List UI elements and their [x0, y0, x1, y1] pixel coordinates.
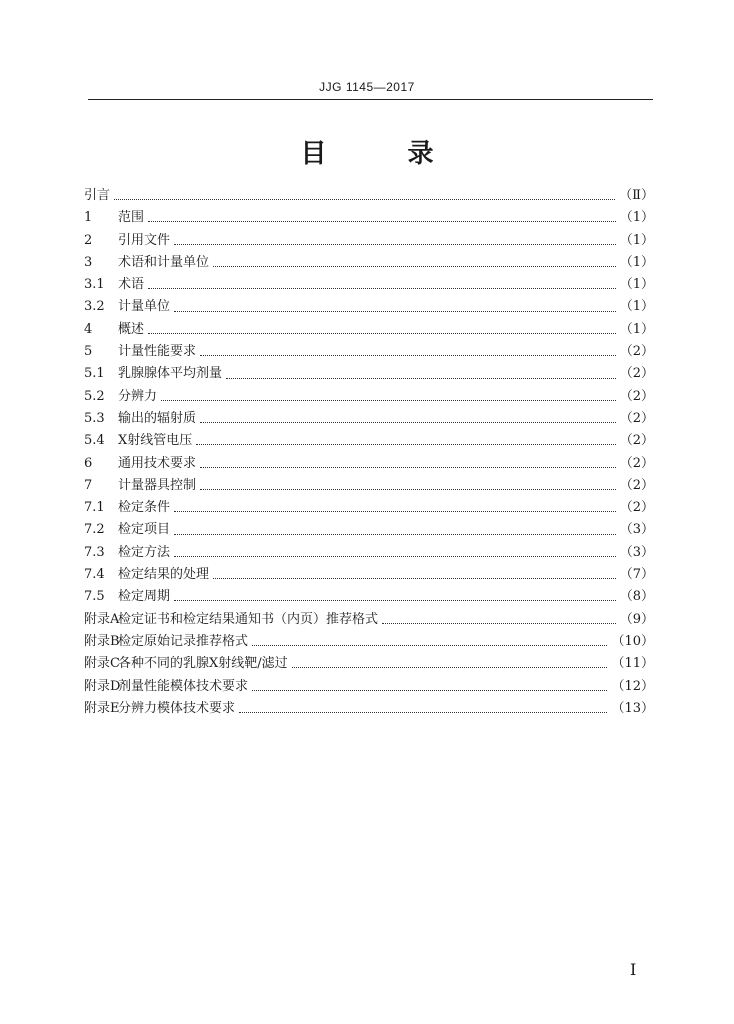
toc-entry[interactable] [84, 453, 654, 475]
toc-entry-page: （2） [619, 477, 654, 493]
toc-entry-label: 通用技术要求 [118, 455, 197, 471]
toc-entry-page: （12） [611, 678, 654, 694]
toc-leader-dots [252, 689, 607, 691]
toc-leader-dots [174, 599, 616, 601]
toc-entry-page: （11） [611, 656, 654, 672]
toc-entry-label: 检定结果的处理 [118, 567, 210, 583]
toc-entry-number: 5.3 [84, 410, 105, 426]
toc-entry[interactable] [84, 319, 654, 341]
toc-entry-number: 5.1 [84, 366, 105, 382]
toc-entry[interactable] [84, 542, 654, 564]
toc-entry-label: 检定原始记录推荐格式 [118, 633, 249, 649]
toc-entry-label: 范围 [118, 210, 145, 226]
toc-entry-page: （1） [619, 321, 654, 337]
toc-entry-page: （3） [619, 544, 654, 560]
page-title: 目 录 [300, 139, 470, 169]
toc-entry[interactable] [84, 185, 654, 207]
toc-entry-label: 各种不同的乳腺X射线靶/滤过 [118, 656, 288, 672]
toc-entry[interactable] [84, 609, 654, 631]
toc-leader-dots [161, 399, 616, 401]
toc-leader-dots [226, 377, 616, 379]
toc-entry-label: 概述 [118, 321, 145, 337]
toc-entry-number: 附录D [84, 678, 121, 694]
toc-entry-label: 术语和计量单位 [118, 254, 210, 270]
toc-entry-label: 检定条件 [118, 500, 171, 516]
toc-entry[interactable] [84, 497, 654, 519]
toc-entry-label: 检定方法 [118, 544, 171, 560]
toc-leader-dots [200, 421, 616, 423]
toc-entry-page: （8） [619, 589, 654, 605]
toc-entry-number: 5.4 [84, 433, 105, 449]
toc-entry-page: （7） [619, 567, 654, 583]
toc-entry-number: 6 [84, 455, 93, 471]
toc-leader-dots [174, 533, 616, 535]
toc-entry-label: 乳腺腺体平均剂量 [118, 366, 223, 382]
toc-entry-number: 7 [84, 477, 93, 493]
toc-entry[interactable] [84, 296, 654, 318]
toc-entry[interactable] [84, 586, 654, 608]
toc-leader-dots [174, 310, 616, 312]
toc-leader-dots [382, 622, 616, 624]
toc-leader-dots [213, 577, 616, 579]
toc-entry-number: 7.4 [84, 567, 105, 583]
toc-leader-dots [200, 466, 616, 468]
toc-entry[interactable] [84, 653, 654, 675]
toc-leader-dots [196, 443, 615, 445]
toc-entry-number: 5 [84, 344, 93, 360]
toc-entry-number: 附录B [84, 633, 120, 649]
toc-leader-dots [148, 220, 616, 222]
toc-leader-dots [174, 243, 616, 245]
toc-entry[interactable] [84, 564, 654, 586]
toc-entry-label: 引言 [84, 188, 111, 203]
toc-entry-number: 7.3 [84, 544, 105, 560]
toc-entry-label: 剂量性能模体技术要求 [118, 678, 249, 694]
toc-entry-page: （2） [619, 500, 654, 516]
toc-entry-number: 5.2 [84, 388, 105, 404]
toc-leader-dots [114, 198, 615, 200]
toc-entry-page: （2） [619, 388, 654, 404]
toc-entry-label: 输出的辐射质 [118, 410, 197, 426]
toc-entry[interactable] [84, 475, 654, 497]
toc-entry-page: （2） [619, 455, 654, 471]
toc-entry-label: 分辨力模体技术要求 [118, 700, 236, 716]
toc-entry-number: 附录E [84, 700, 120, 716]
toc-entry-number: 1 [84, 210, 93, 226]
toc-entry-label: 术语 [118, 277, 145, 293]
toc-entry-number: 附录A [84, 611, 120, 627]
toc-entry-label: X射线管电压 [118, 433, 193, 449]
toc-leader-dots [292, 666, 608, 668]
toc-entry-number: 7.2 [84, 522, 105, 538]
toc-entry[interactable] [84, 230, 654, 252]
toc-entry-number: 3.1 [84, 277, 105, 293]
toc-entry[interactable] [84, 207, 654, 229]
standard-code: JJG 1145—2017 [319, 80, 415, 94]
toc-entry[interactable] [84, 408, 654, 430]
toc-leader-dots [174, 555, 616, 557]
toc-entry[interactable] [84, 698, 654, 720]
toc-entry-page: （10） [611, 633, 654, 649]
toc-entry-page: （9） [619, 611, 654, 627]
toc-entry-page: （Ⅱ） [619, 188, 654, 203]
toc-entry-label: 分辨力 [118, 388, 158, 404]
toc-leader-dots [148, 332, 616, 334]
toc-entry-label: 检定证书和检定结果通知书（内页）推荐格式 [118, 611, 379, 627]
toc-entry-page: （2） [619, 410, 654, 426]
toc-entry-page: （1） [619, 299, 654, 315]
toc-entry-page: （1） [619, 277, 654, 293]
toc-entry[interactable] [84, 252, 654, 274]
toc-leader-dots [213, 265, 616, 267]
toc-entry-page: （2） [619, 366, 654, 382]
toc-entry-number: 附录C [84, 656, 120, 672]
table-of-contents [84, 185, 654, 720]
toc-entry-page: （1） [619, 254, 654, 270]
toc-entry-page: （1） [619, 232, 654, 248]
toc-entry-label: 计量器具控制 [118, 477, 197, 493]
toc-entry-page: （3） [619, 522, 654, 538]
toc-entry-label: 引用文件 [118, 232, 171, 248]
toc-entry-number: 3 [84, 254, 93, 270]
toc-entry-page: （1） [619, 210, 654, 226]
toc-entry-label: 计量性能要求 [118, 344, 197, 360]
toc-leader-dots [252, 644, 607, 646]
header-rule [88, 99, 653, 100]
toc-entry[interactable] [84, 430, 654, 452]
toc-entry[interactable] [84, 631, 654, 653]
toc-entry-number: 7.5 [84, 589, 105, 605]
page-number: I [630, 960, 637, 979]
toc-entry-page: （2） [619, 433, 654, 449]
toc-entry-label: 计量单位 [118, 299, 171, 315]
toc-leader-dots [200, 488, 616, 490]
toc-entry-number: 3.2 [84, 299, 105, 315]
toc-entry[interactable] [84, 519, 654, 541]
toc-entry-page: （2） [619, 344, 654, 360]
toc-entry-page: （13） [611, 700, 654, 716]
toc-entry[interactable] [84, 274, 654, 296]
toc-leader-dots [200, 354, 616, 356]
toc-entry[interactable] [84, 676, 654, 698]
toc-entry-number: 7.1 [84, 500, 105, 516]
toc-entry-label: 检定项目 [118, 522, 171, 538]
toc-entry[interactable] [84, 386, 654, 408]
toc-leader-dots [148, 287, 616, 289]
toc-entry[interactable] [84, 363, 654, 385]
toc-entry-number: 4 [84, 321, 93, 337]
toc-leader-dots [239, 711, 607, 713]
toc-entry-label: 检定周期 [118, 589, 171, 605]
toc-entry[interactable] [84, 341, 654, 363]
toc-entry-number: 2 [84, 232, 93, 248]
toc-leader-dots [174, 510, 616, 512]
